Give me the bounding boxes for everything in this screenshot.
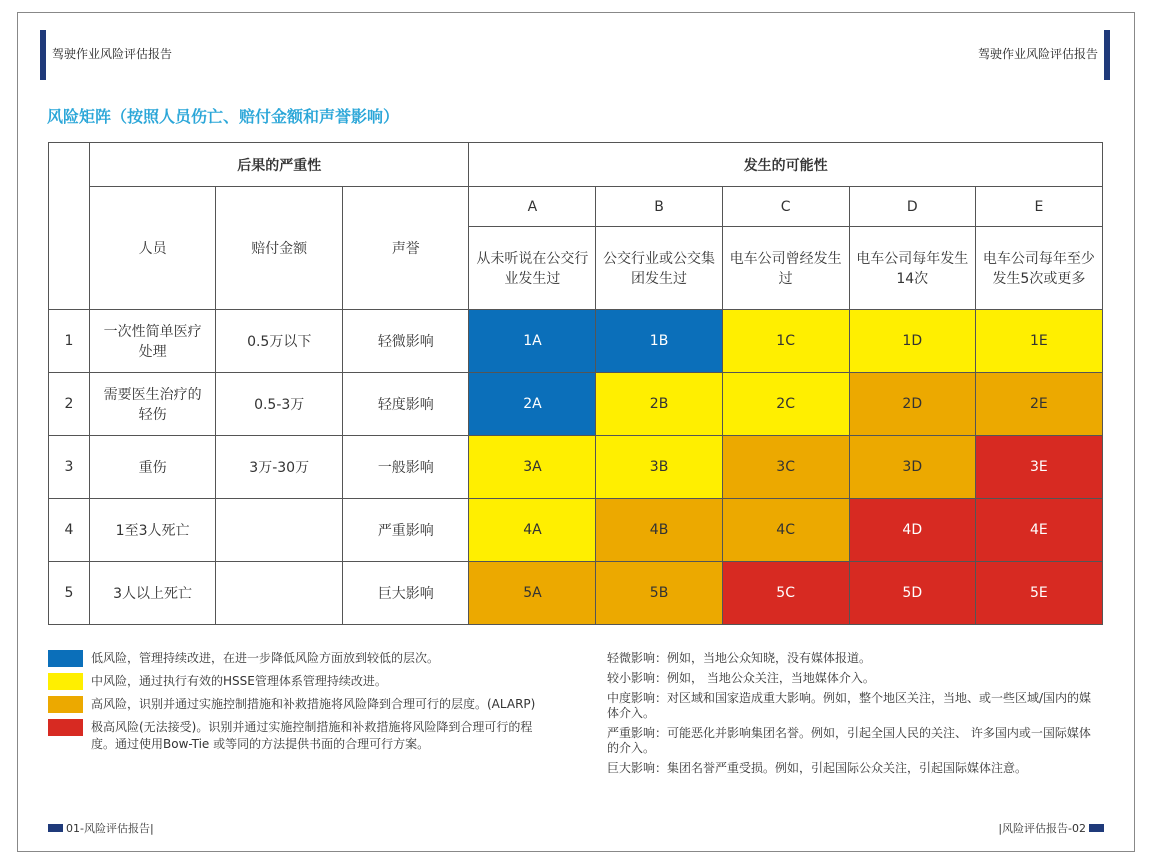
likelihood-desc-d: 电车公司每年发生14次 bbox=[849, 227, 975, 310]
legend-text-extreme: 极高风险(无法接受)。识别并通过实施控制措施和补救措施将风险降到合理可行的程度。通过使用Bow-Tie 或等同的方法提供书面的合理可行方案。 bbox=[91, 720, 533, 751]
likelihood-letter-d: D bbox=[849, 187, 975, 227]
legend-item-medium bbox=[48, 673, 548, 690]
matrix-row bbox=[49, 373, 1103, 436]
footer-left bbox=[48, 820, 154, 836]
row-number: 5 bbox=[49, 562, 90, 625]
footer-left-text: 01-风险评估报告| bbox=[66, 822, 154, 835]
row-number-header bbox=[49, 143, 90, 310]
header-title-left: 驾驶作业风险评估报告 bbox=[52, 47, 173, 61]
footer-bar-right bbox=[1089, 824, 1104, 832]
risk-cell: 4A bbox=[469, 499, 596, 562]
header-accent-bar-left bbox=[40, 30, 46, 80]
legend-text-low: 低风险，管理持续改进，在进一步降低风险方面放到较低的层次。 bbox=[91, 651, 440, 665]
risk-cell: 2C bbox=[722, 373, 849, 436]
risk-matrix-table bbox=[48, 142, 1103, 625]
matrix-row bbox=[49, 310, 1103, 373]
header-title-right: 驾驶作业风险评估报告 bbox=[977, 47, 1098, 61]
risk-cell: 2D bbox=[849, 373, 975, 436]
legend-swatch-medium bbox=[48, 673, 83, 690]
risk-cell: 4B bbox=[596, 499, 722, 562]
severity-money: 0.5-3万 bbox=[216, 373, 343, 436]
severity-reputation: 严重影响 bbox=[343, 499, 469, 562]
severity-col-people: 人员 bbox=[90, 187, 216, 310]
severity-money bbox=[216, 499, 343, 562]
severity-reputation: 轻度影响 bbox=[343, 373, 469, 436]
severity-reputation: 轻微影响 bbox=[343, 310, 469, 373]
footer-right-text: |风险评估报告-02 bbox=[998, 822, 1086, 835]
footer-right bbox=[998, 820, 1104, 836]
likelihood-header: 发生的可能性 bbox=[469, 143, 1103, 187]
impact-note-moderate: 中度影响：对区域和国家造成重大影响。例如，整个地区关注，当地、或一些区域/国内的媒体介入。 bbox=[607, 691, 1092, 720]
risk-cell: 2A bbox=[469, 373, 596, 436]
matrix-row bbox=[49, 436, 1103, 499]
likelihood-desc-b: 公交行业或公交集团发生过 bbox=[596, 227, 722, 310]
risk-cell: 4D bbox=[849, 499, 975, 562]
risk-cell: 4E bbox=[975, 499, 1102, 562]
likelihood-letter-e: E bbox=[975, 187, 1102, 227]
severity-col-money: 赔付金额 bbox=[216, 187, 343, 310]
row-number: 3 bbox=[49, 436, 90, 499]
severity-people: 需要医生治疗的轻伤 bbox=[90, 373, 216, 436]
likelihood-desc-e: 电车公司每年至少发生5次或更多 bbox=[975, 227, 1102, 310]
legend-swatch-extreme bbox=[48, 719, 83, 736]
risk-cell: 3D bbox=[849, 436, 975, 499]
likelihood-desc-c: 电车公司曾经发生过 bbox=[722, 227, 849, 310]
risk-cell: 1C bbox=[722, 310, 849, 373]
row-number: 1 bbox=[49, 310, 90, 373]
risk-cell: 5A bbox=[469, 562, 596, 625]
legend-item-high bbox=[48, 696, 548, 713]
risk-cell: 2E bbox=[975, 373, 1102, 436]
risk-cell: 1D bbox=[849, 310, 975, 373]
matrix-row bbox=[49, 562, 1103, 625]
risk-cell: 4C bbox=[722, 499, 849, 562]
risk-cell: 3E bbox=[975, 436, 1102, 499]
row-number: 4 bbox=[49, 499, 90, 562]
likelihood-letter-b: B bbox=[596, 187, 722, 227]
risk-cell: 3A bbox=[469, 436, 596, 499]
risk-cell: 5E bbox=[975, 562, 1102, 625]
risk-cell: 1B bbox=[596, 310, 722, 373]
severity-col-reputation: 声誉 bbox=[343, 187, 469, 310]
legend-text-high: 高风险，识别并通过实施控制措施和补救措施将风险降到合理可行的层度。(ALARP) bbox=[91, 697, 536, 711]
likelihood-letter-c: C bbox=[722, 187, 849, 227]
legend-text-medium: 中风险，通过执行有效的HSSE管理体系管理持续改进。 bbox=[91, 674, 387, 688]
legend-item-extreme bbox=[48, 719, 548, 753]
severity-people: 3人以上死亡 bbox=[90, 562, 216, 625]
risk-cell: 3B bbox=[596, 436, 722, 499]
severity-money: 3万-30万 bbox=[216, 436, 343, 499]
legend-swatch-low bbox=[48, 650, 83, 667]
severity-header: 后果的严重性 bbox=[90, 143, 469, 187]
impact-note-minor: 轻微影响：例如，当地公众知晓，没有媒体报道。 bbox=[607, 651, 872, 665]
risk-cell: 5B bbox=[596, 562, 722, 625]
severity-reputation: 巨大影响 bbox=[343, 562, 469, 625]
risk-cell: 2B bbox=[596, 373, 722, 436]
footer-bar-left bbox=[48, 824, 63, 832]
severity-reputation: 一般影响 bbox=[343, 436, 469, 499]
risk-cell: 3C bbox=[722, 436, 849, 499]
row-number: 2 bbox=[49, 373, 90, 436]
impact-notes bbox=[607, 651, 1097, 781]
impact-note-small: 较小影响：例如， 当地公众关注，当地媒体介入。 bbox=[607, 671, 875, 685]
risk-cell: 5D bbox=[849, 562, 975, 625]
legend-item-low bbox=[48, 650, 548, 667]
matrix-row bbox=[49, 499, 1103, 562]
severity-people: 重伤 bbox=[90, 436, 216, 499]
impact-note-serious: 严重影响：可能恶化并影响集团名誉。例如，引起全国人民的关注、 许多国内或一国际媒体的介入。 bbox=[607, 726, 1091, 755]
header-accent-bar-right bbox=[1104, 30, 1110, 80]
risk-cell: 1A bbox=[469, 310, 596, 373]
section-title: 风险矩阵（按照人员伤亡、赔付金额和声誉影响） bbox=[47, 107, 400, 126]
severity-people: 1至3人死亡 bbox=[90, 499, 216, 562]
risk-cell: 1E bbox=[975, 310, 1102, 373]
severity-people: 一次性简单医疗处理 bbox=[90, 310, 216, 373]
severity-money bbox=[216, 562, 343, 625]
severity-money: 0.5万以下 bbox=[216, 310, 343, 373]
risk-legend bbox=[48, 650, 548, 759]
likelihood-letter-a: A bbox=[469, 187, 596, 227]
risk-cell: 5C bbox=[722, 562, 849, 625]
legend-swatch-high bbox=[48, 696, 83, 713]
likelihood-desc-a: 从未听说在公交行业发生过 bbox=[469, 227, 596, 310]
impact-note-huge: 巨大影响：集团名誉严重受损。例如，引起国际公众关注，引起国际媒体注意。 bbox=[607, 761, 1028, 775]
